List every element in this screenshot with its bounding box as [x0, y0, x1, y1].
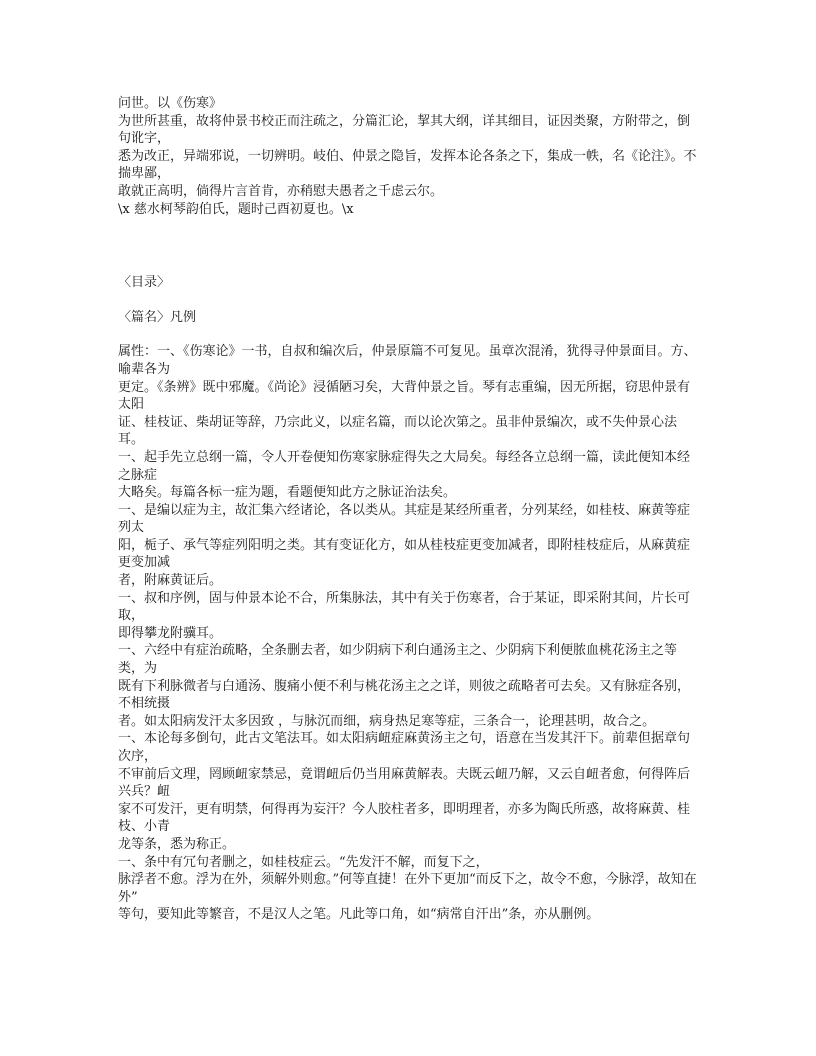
body-line: 既有下利脉微者与白通汤、腹痛小便不利与桃花汤主之之详，则彼之疏略者可去矣。又有脉症各别，不相统摄 — [118, 678, 691, 712]
body-line: 阳，栀子、承气等症列阳明之类。其有变证化方，如从桂枝症更变加减者，即附桂枝症后，从麻黄症更变加减 — [118, 537, 691, 571]
body-line: 属性：一、《伤寒论》一书，自叔和编次后，仲景原篇不可复见。虽章次混淆，犹得寻仲景面目。方、喻辈各为 — [118, 344, 697, 377]
body-line: 者，附麻黄证后。 — [118, 573, 223, 589]
section-heading: 〈篇名〉凡例 — [118, 309, 197, 325]
body-line: 一、六经中有症治疏略，全条删去者，如少阴病下利白通汤主之、少阴病下利便脓血桃花汤主之等类，为 — [118, 643, 678, 677]
preface-line: 敢就正高明，倘得片言首肯，亦稍慰夫愚者之千虑云尔。 — [118, 183, 444, 199]
toc-heading: 〈目录〉 — [118, 275, 171, 291]
document-page — [118, 95, 700, 924]
preface-line: 为世所甚重，故将仲景书校正而注疏之，分篇汇论，挈其大纲，详其细目，证因类聚，方附带之，倒句讹字， — [118, 113, 691, 147]
body-line: 不审前后文理，罔顾衄家禁忌，竟谓衄后仍当用麻黄解表。夫既云衄乃解，又云自衄者愈，何得阵后兴兵？衄 — [118, 766, 691, 800]
body-block — [118, 343, 700, 924]
blank-space — [118, 218, 700, 274]
body-line: 一、是编以症为主，故汇集六经诸论，各以类从。其症是某经所重者，分列某经，如桂枝、麻黄等症列太 — [118, 502, 691, 536]
body-line: 家不可发汗，更有明禁，何得再为妄汗？今人胶柱者多，即明理者，亦多为陶氏所惑，故将麻黄、桂枝、小青 — [118, 801, 691, 835]
body-line: 等句，要知此等繁音，不是汉人之笔。凡此等口角，如“病常自汗出”条，亦从删例。 — [118, 907, 600, 923]
body-line: 龙等条，悉为称正。 — [118, 836, 236, 852]
body-line: 者。如太阳病发汗太多因致 ，与脉沉而细，病身热足寒等症，三条合一，论理甚明，故合之。 — [118, 713, 656, 729]
body-line: 一、本论每多倒句，此古文笔法耳。如太阳病衄症麻黄汤主之句，语意在当发其汗下。前辈但据章句次序， — [118, 731, 691, 764]
body-line: 脉浮者不愈。浮为在外，须解外则愈。”何等直捷！在外下更加“而反下之，故令不愈，今脉浮，故知在外” — [118, 872, 697, 905]
body-line: 大略矣。每篇各标一症为题，看题便知此方之脉证治法矣。 — [118, 485, 457, 501]
body-line: 即得攀龙附骥耳。 — [118, 625, 223, 641]
preface-line: 问世。以《伤寒》 — [118, 96, 223, 111]
preface-block — [118, 95, 700, 218]
body-line: 一、条中有冗句者删之，如桂枝症云。“先发汗不解，而复下之， — [118, 854, 489, 870]
body-line: 一、起手先立总纲一篇，令人开卷便知伤寒家脉症得失之大局矣。每经各立总纲一篇，读此便知本经之脉症 — [118, 449, 691, 483]
body-line: 证、桂枝证、柴胡证等辞，乃宗此义，以症名篇，而以论次第之。虽非仲景编次，或不失仲景心法耳。 — [118, 414, 678, 448]
body-line: 更定。《条辨》既中邪魔。《尚论》浸循陋习矣，大背仲景之旨。琴有志重编，因无所据，窃思仲景有太阳 — [118, 379, 691, 413]
body-line: 一、叔和序例，固与仲景本论不合，所集脉法，其中有关于伤寒者，合于某证，即采附其间，片长可取， — [118, 590, 691, 624]
preface-signature: \x 慈水柯琴韵伯氏，题时己酉初夏也。\x — [118, 201, 354, 217]
blank-space — [118, 292, 700, 309]
blank-space — [118, 326, 700, 343]
preface-line: 悉为改正，异端邪说，一切辨明。岐伯、仲景之隐旨，发挥本论各条之下，集成一帙，名《论注》。不揣卑鄙， — [118, 148, 697, 182]
